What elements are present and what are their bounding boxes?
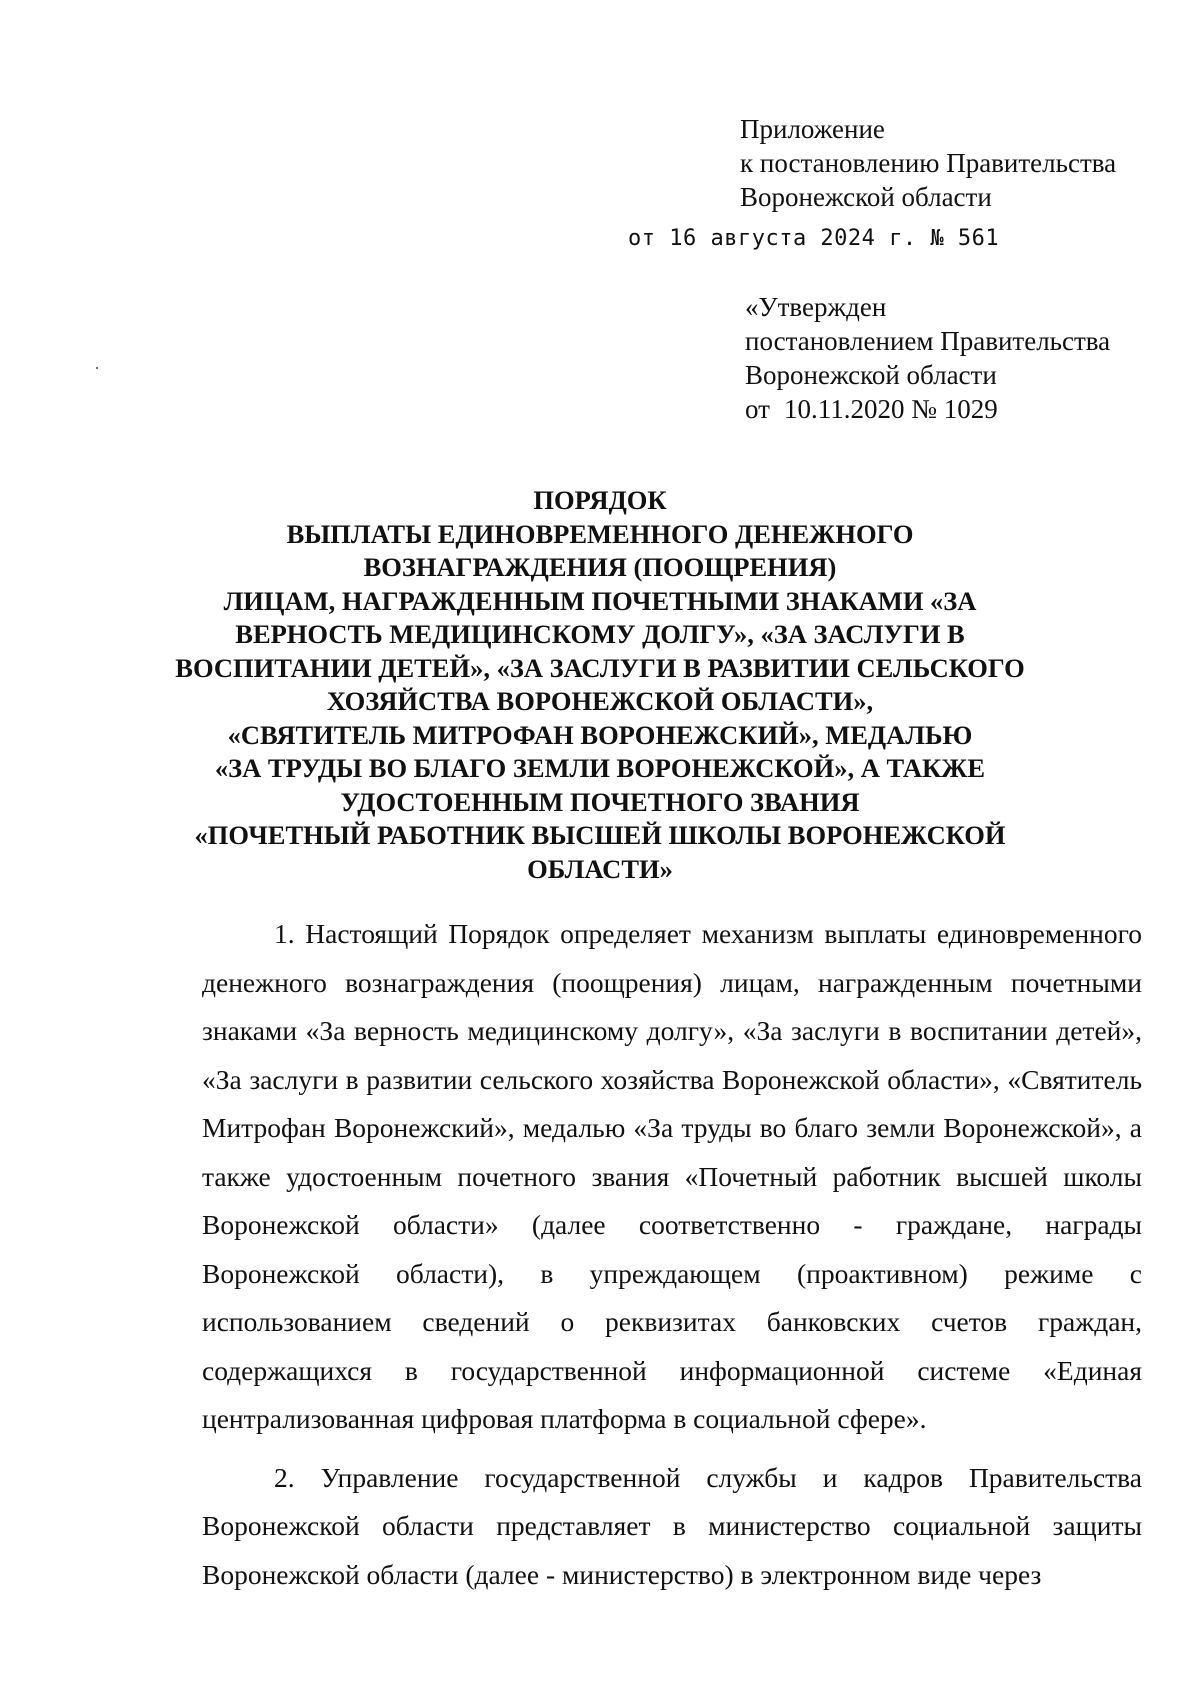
- paragraph-2: 2. Управление государственной службы и кадров Правительства Воронежской области представляет в министерство социальной защиты Воронежской области (далее - министерство) в электронном виде через: [202, 1461, 1142, 1590]
- approval-block: [745, 290, 1110, 426]
- title-line: ВЫПЛАТЫ ЕДИНОВРЕМЕННОГО ДЕНЕЖНОГО: [286, 518, 914, 549]
- approval-line-3: Воронежской области: [745, 360, 997, 390]
- title-line: ВОСПИТАНИИ ДЕТЕЙ», «ЗА ЗАСЛУГИ В РАЗВИТИИ СЕЛЬСКОГО: [175, 652, 1025, 683]
- registration-stamp: от 16 августа 2024 г. № 561: [628, 226, 1000, 251]
- annex-line-1: Приложение: [740, 114, 885, 144]
- annex-header: [740, 112, 1116, 214]
- title-line: ОБЛАСТИ»: [527, 853, 673, 884]
- title-line: «ПОЧЕТНЫЙ РАБОТНИК ВЫСШЕЙ ШКОЛЫ ВОРОНЕЖСКОЙ: [194, 820, 1006, 850]
- title-line: ПОРЯДОК: [533, 485, 667, 515]
- annex-line-2: к постановлению Правительства: [740, 148, 1117, 178]
- approval-date-prefix: от: [745, 394, 770, 424]
- scan-speck: [96, 367, 98, 369]
- title-line: «ЗА ТРУДЫ ВО БЛАГО ЗЕМЛИ ВОРОНЕЖСКОЙ», А ТАКЖЕ: [214, 753, 986, 783]
- title-line: «СВЯТИТЕЛЬ МИТРОФАН ВОРОНЕЖСКИЙ», МЕДАЛЬЮ: [227, 719, 973, 750]
- approval-date-value: 10.11.2020 № 1029: [783, 394, 998, 424]
- title-line: ВЕРНОСТЬ МЕДИЦИНСКОМУ ДОЛГУ», «ЗА ЗАСЛУГИ В: [235, 619, 965, 649]
- title-line: ЛИЦАМ, НАГРАЖДЕННЫМ ПОЧЕТНЫМИ ЗНАКАМИ «ЗА: [223, 585, 977, 616]
- approval-date-line: [745, 392, 1110, 426]
- title-line: ВОЗНАГРАЖДЕНИЯ (ПООЩРЕНИЯ): [363, 552, 837, 582]
- paragraph-1: 1. Настоящий Порядок определяет механизм выплаты единовременного денежного вознаграждения (поощрения) лицам, награжденным почетными знаками «За верность медицинскому долгу», «За заслуги в воспитании детей», «За заслуги в развитии сельского хозяйства Воронежской области», «Святитель Митрофан Воронежский», медалью «За труды во благо земли Воронежской», а также удостоенным почетного звания «Почетный работник высшей школы Воронежской области» (далее соответственно - граждане, награды Воронежской области), в упреждающем (проактивном) режиме с использованием сведений о реквизитах банковских счетов граждан, содержащихся в государственной информационной системе «Единая централизованная цифровая платформа в социальной сфере».: [202, 918, 1142, 1434]
- title-line: ХОЗЯЙСТВА ВОРОНЕЖСКОЙ ОБЛАСТИ»,: [326, 686, 874, 716]
- approval-line-2: постановлением Правительства: [745, 326, 1111, 356]
- document-title: [150, 484, 1050, 886]
- title-line: УДОСТОЕННЫМ ПОЧЕТНОГО ЗВАНИЯ: [340, 786, 860, 817]
- approval-line-1: «Утвержден: [745, 292, 887, 322]
- document-body: [202, 910, 1142, 1599]
- annex-line-3: Воронежской области: [740, 182, 992, 212]
